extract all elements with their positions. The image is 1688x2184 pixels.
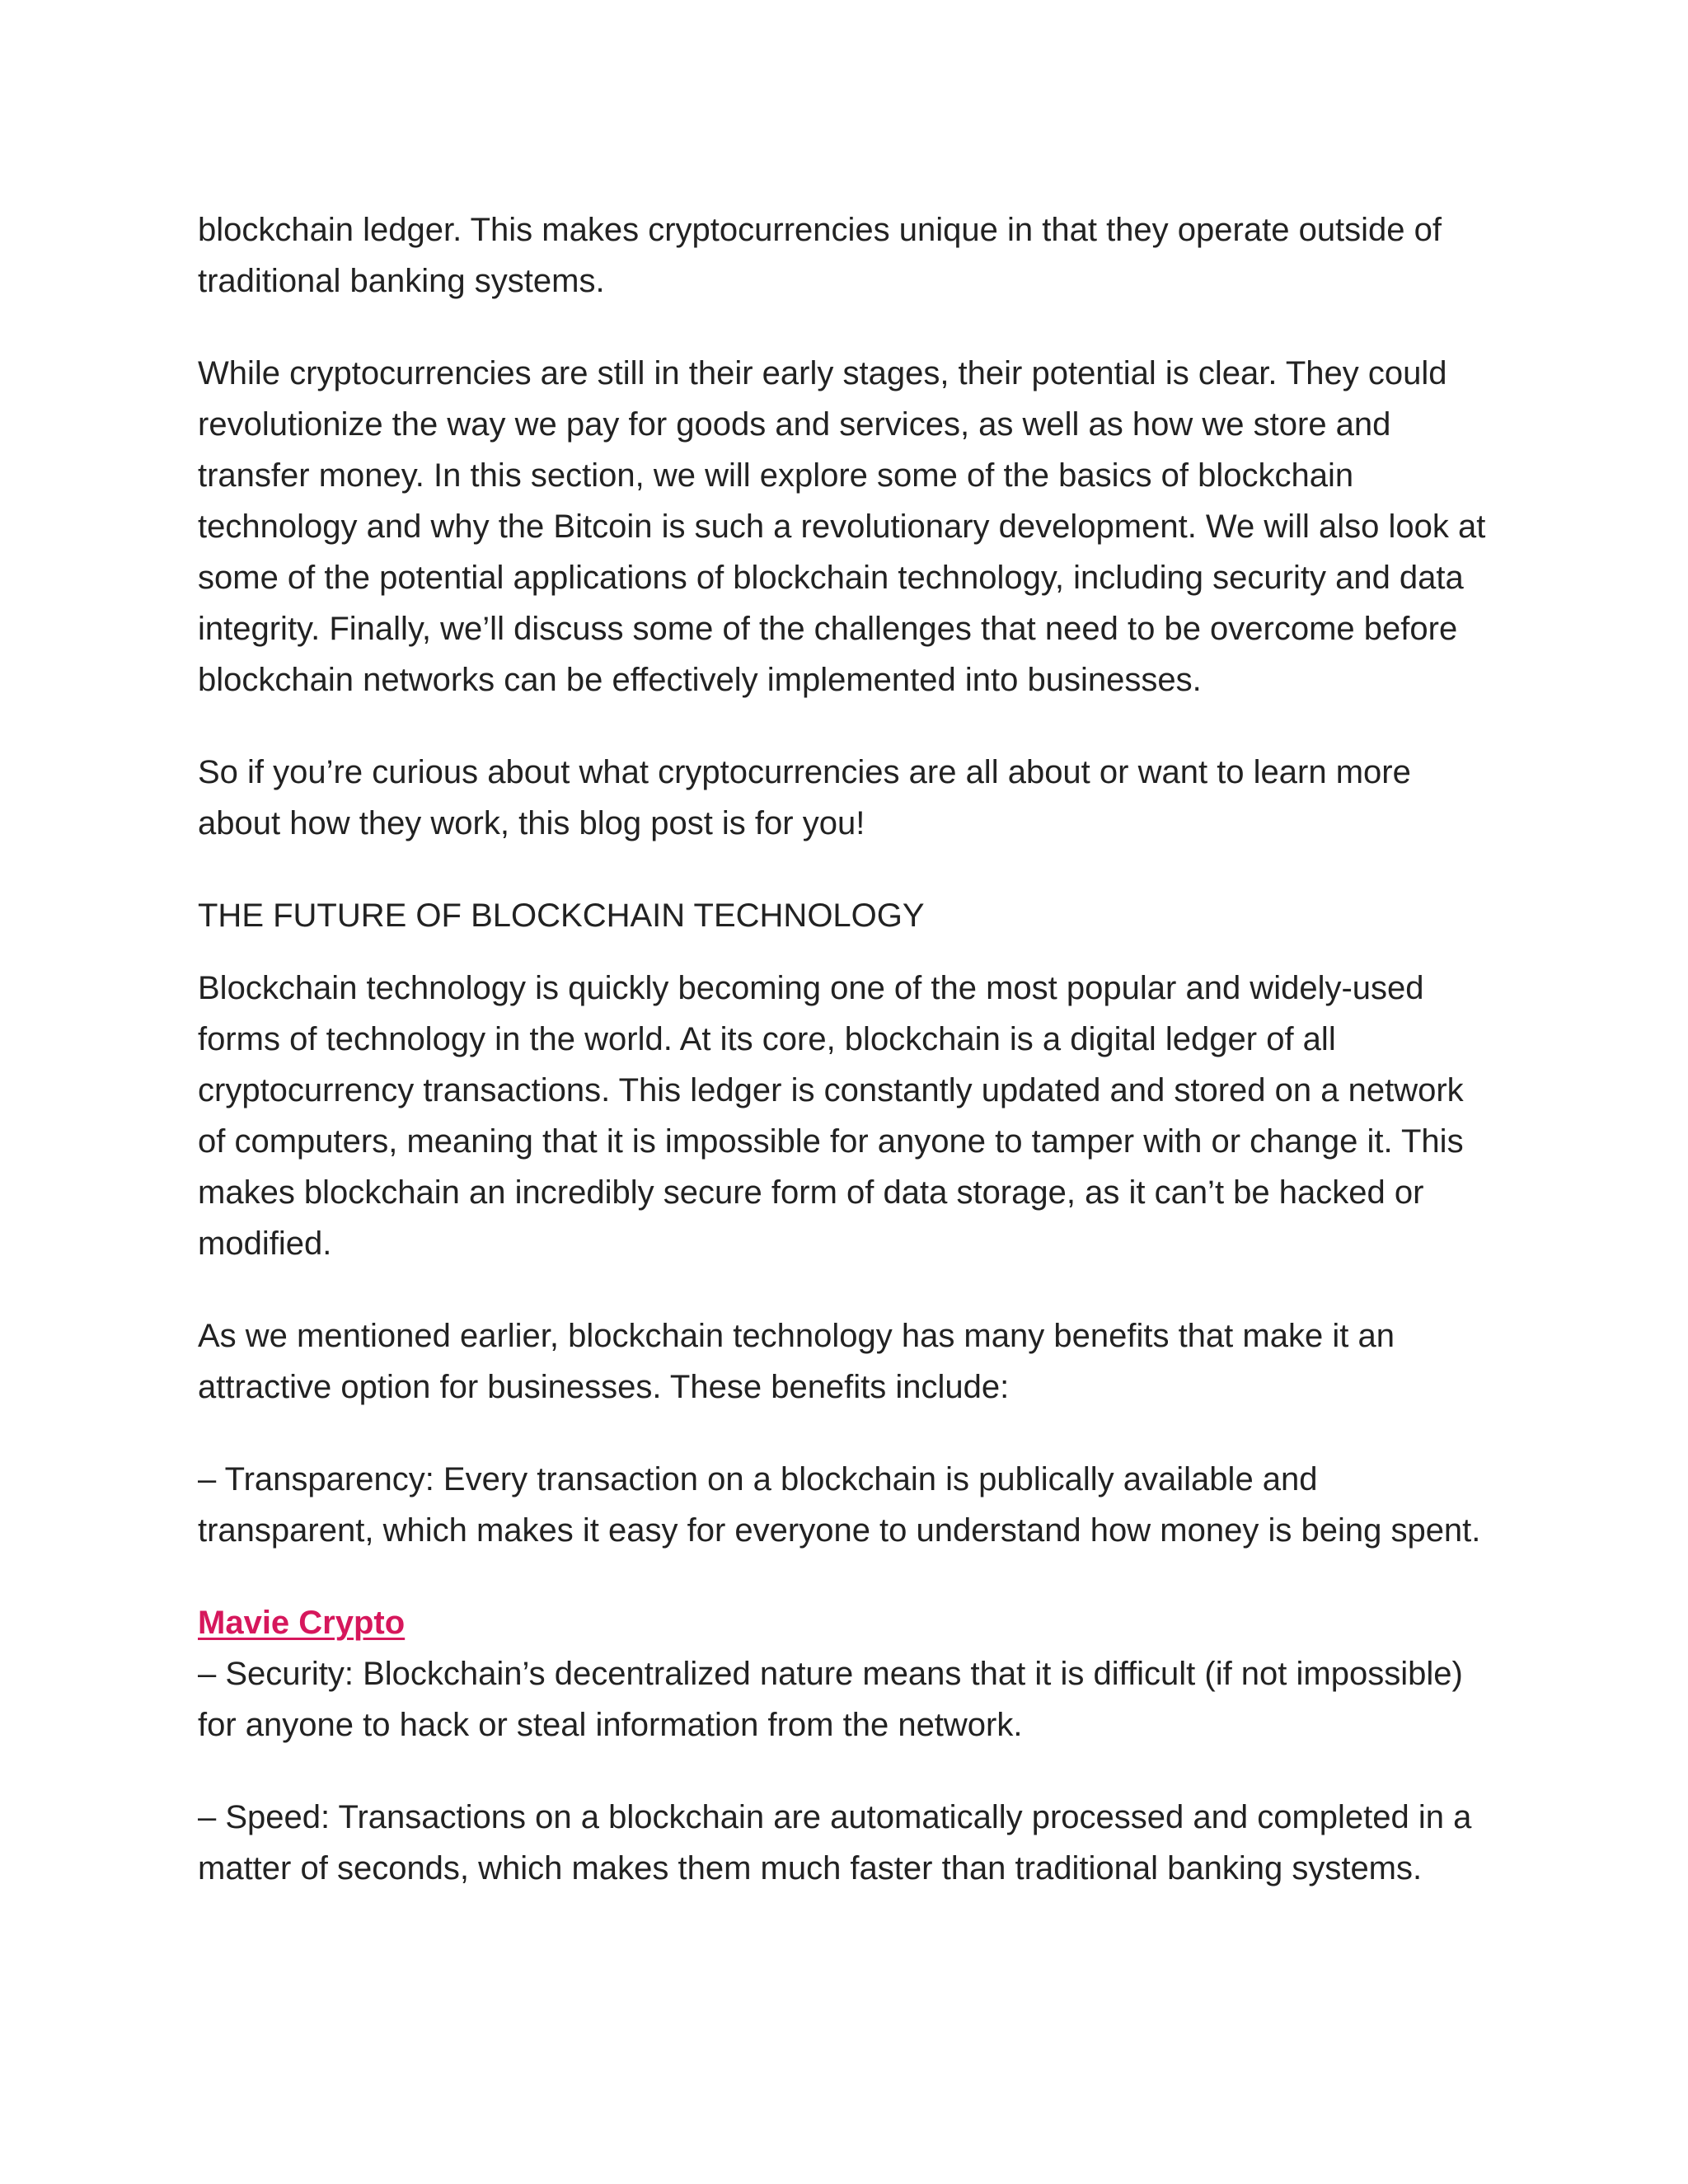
link-block: [198, 1597, 1500, 1750]
paragraph-curious: So if you’re curious about what cryptocurrencies are all about or want to learn more about how they work, this blog post is for you!: [198, 754, 1411, 841]
paragraph-intro-continued: blockchain ledger. This makes cryptocurrencies unique in that they operate outside of traditional banking systems.: [198, 212, 1442, 299]
benefit-transparency: – Transparency: Every transaction on a blockchain is publically available and transparent, which makes it easy for everyone to understand how money is being spent.: [198, 1461, 1481, 1549]
benefit-security: – Security: Blockchain’s decentralized nature means that it is difficult (if not impossible) for anyone to hack or steal information from the network.: [198, 1656, 1463, 1743]
benefit-speed: – Speed: Transactions on a blockchain are automatically processed and completed in a matter of seconds, which makes them much faster than traditional banking systems.: [198, 1799, 1472, 1886]
paragraph-potential: While cryptocurrencies are still in their early stages, their potential is clear. They could revolutionize the way we pay for goods and services, as well as how we store and transfer money. In this section, we will explore some of the basics of blockchain technology and why the Bitcoin is such a revolutionary development. We will also look at some of the potential applications of blockchain technology, including security and data integrity. Finally, we’ll discuss some of the challenges that need to be overcome before blockchain networks can be effectively implemented into businesses.: [198, 355, 1486, 698]
paragraph-benefits-intro: As we mentioned earlier, blockchain technology has many benefits that make it an attractive option for businesses. These benefits include:: [198, 1318, 1395, 1405]
document-page: [198, 204, 1500, 1935]
paragraph-blockchain-core: Blockchain technology is quickly becoming one of the most popular and widely-used forms of technology in the world. At its core, blockchain is a digital ledger of all cryptocurrency transactions. This ledger is constantly updated and stored on a network of computers, meaning that it is impossible for anyone to tamper with or change it. This makes blockchain an incredibly secure form of data storage, as it can’t be hacked or modified.: [198, 970, 1464, 1262]
section-heading: THE FUTURE OF BLOCKCHAIN TECHNOLOGY: [198, 898, 925, 934]
mavie-crypto-link[interactable]: Mavie Crypto: [198, 1605, 406, 1641]
